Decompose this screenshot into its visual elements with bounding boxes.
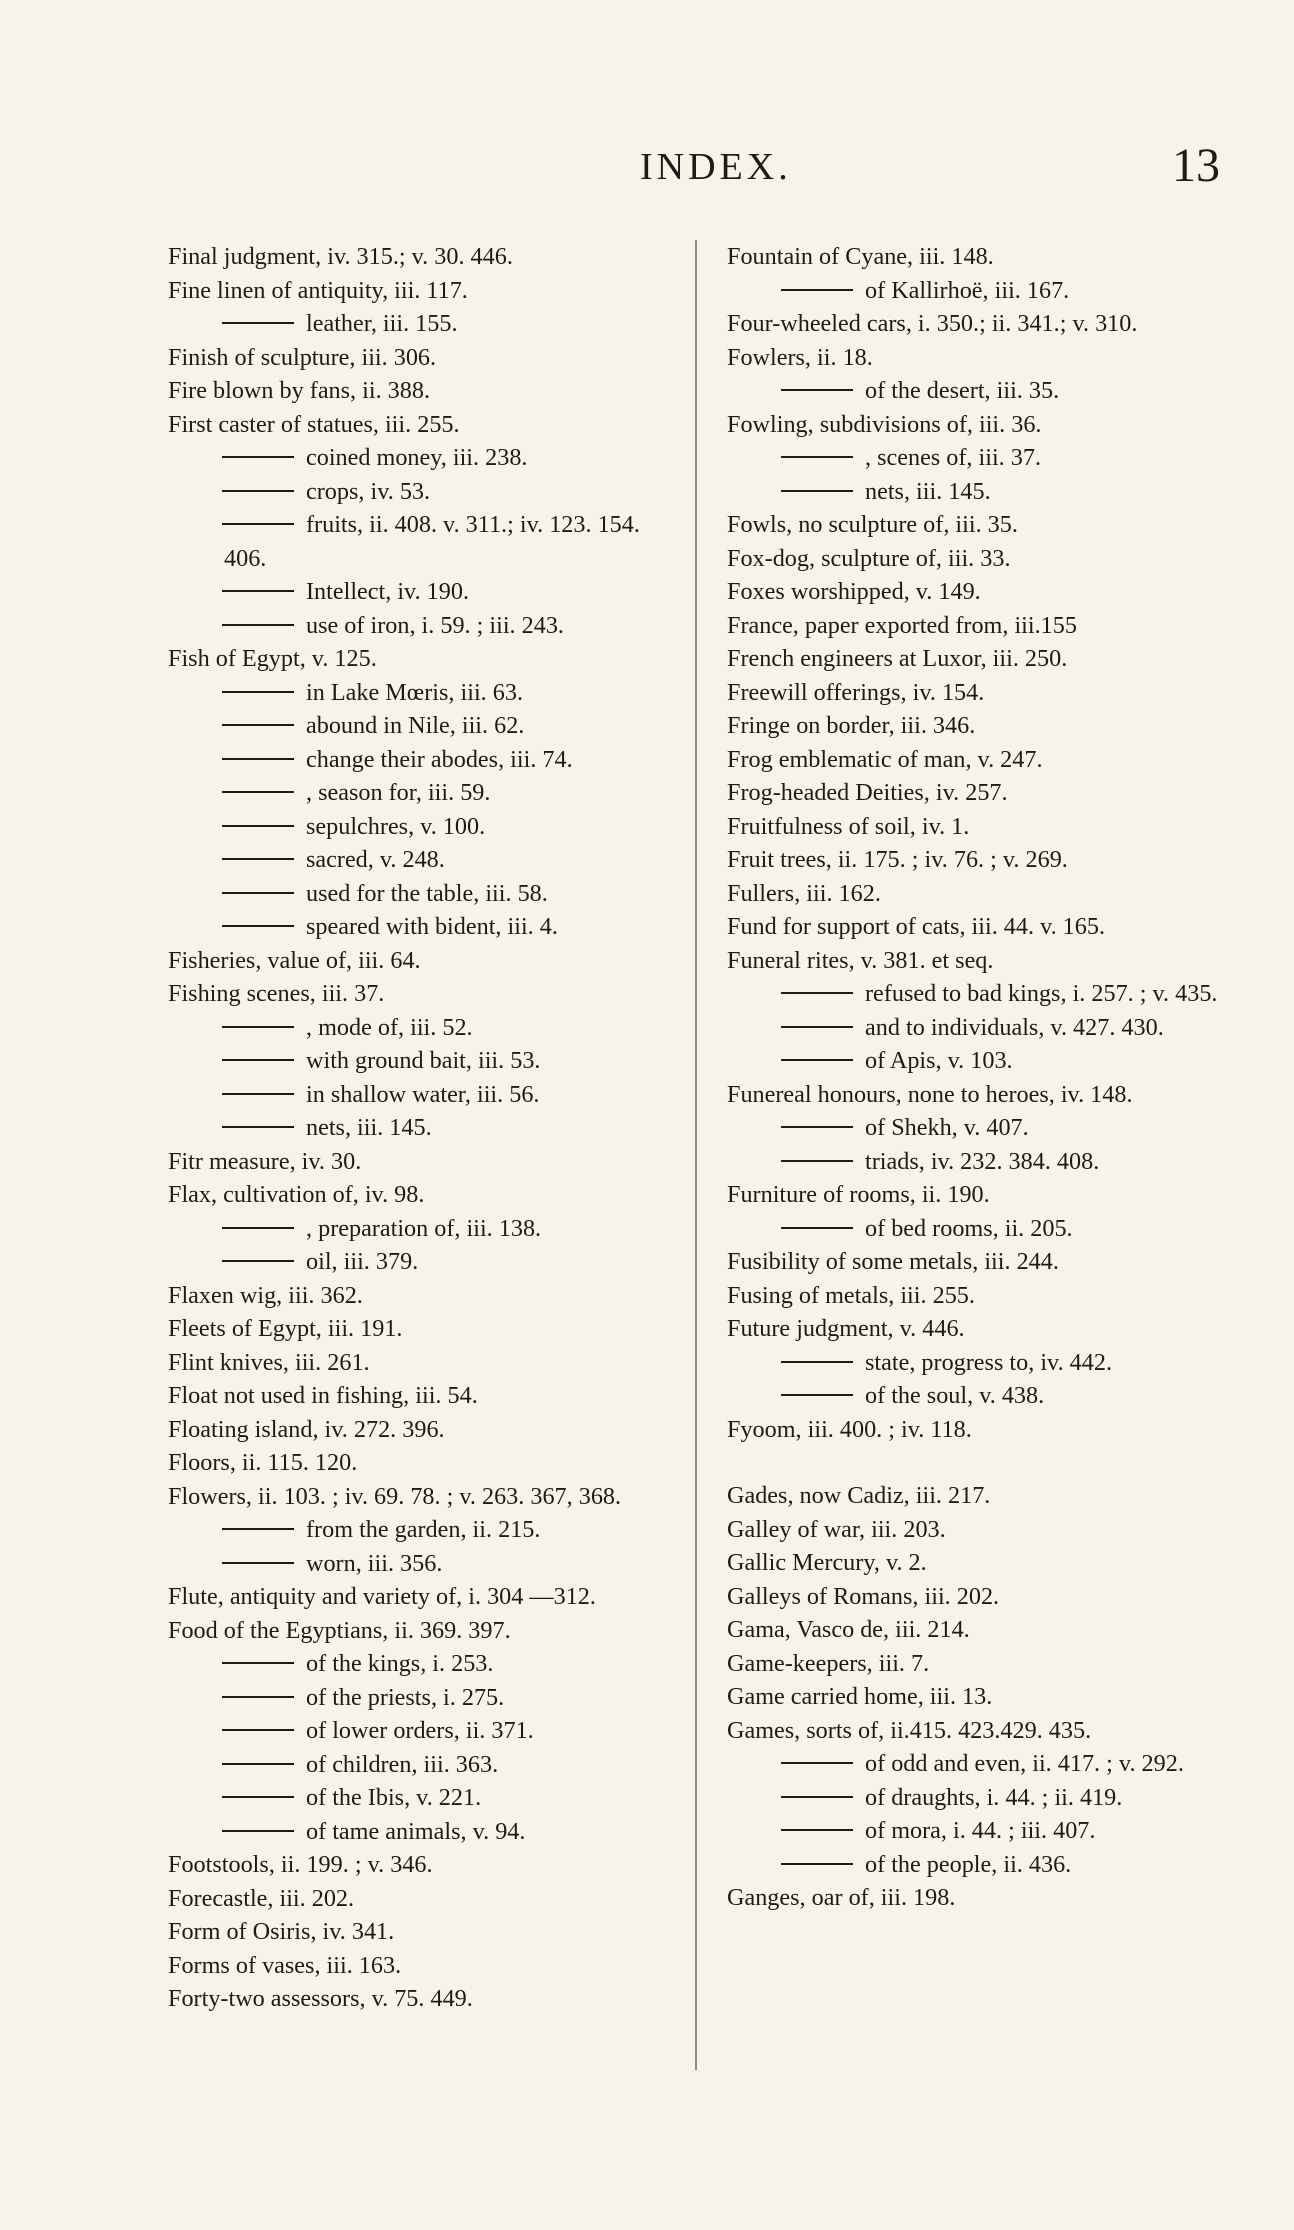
ditto-dash (222, 456, 294, 458)
index-subentry (168, 810, 678, 844)
entry-text: used for the table, iii. 58. (306, 879, 548, 907)
entry-text: , season for, iii. 59. (306, 779, 491, 806)
index-subentry (727, 1145, 1242, 1179)
entry-text: Forty-two assessors, v. 75. 449. (168, 1985, 473, 2012)
index-subentry (727, 1044, 1242, 1078)
entry-text: of draughts, i. 44. ; ii. 419. (865, 1783, 1123, 1811)
index-entry (727, 676, 1242, 710)
index-subentry (168, 1513, 678, 1547)
index-entry (727, 642, 1242, 676)
entry-text: Fruit trees, ii. 175. ; iv. 76. ; v. 269. (727, 846, 1068, 873)
index-subentry (168, 475, 678, 509)
index-subentry (168, 676, 678, 710)
ditto-dash (781, 1059, 853, 1061)
index-entry (168, 274, 678, 308)
ditto-dash (222, 322, 294, 324)
entry-text: of mora, i. 44. ; iii. 407. (865, 1817, 1096, 1844)
ditto-dash (781, 1796, 853, 1798)
entry-text: France, paper exported from, iii.155 (727, 611, 1077, 639)
entry-text: Forecastle, iii. 202. (168, 1884, 355, 1912)
ditto-dash (222, 523, 294, 525)
entry-text: refused to bad kings, i. 257. ; v. 435. (865, 980, 1218, 1007)
index-entry (168, 1915, 678, 1949)
ditto-dash (222, 1562, 294, 1564)
entry-text: of odd and even, ii. 417. ; v. 292. (865, 1750, 1184, 1777)
ditto-dash (781, 456, 853, 458)
ditto-dash (222, 858, 294, 860)
entry-text: state, progress to, iv. 442. (865, 1348, 1112, 1376)
entry-text: Games, sorts of, ii.415. 423.429. 435. (727, 1716, 1092, 1744)
entry-text: Flute, antiquity and variety of, i. 304 —312. (168, 1583, 596, 1610)
ditto-dash (222, 1830, 294, 1832)
index-subentry (727, 1212, 1242, 1246)
entry-text: Final judgment, iv. 315.; v. 30. 446. (168, 243, 513, 270)
entry-text: Fringe on border, iii. 346. (727, 712, 976, 739)
index-entry (727, 1178, 1242, 1212)
entry-text: Galleys of Romans, iii. 202. (727, 1582, 1000, 1610)
entry-text: Fyoom, iii. 400. ; iv. 118. (727, 1415, 972, 1443)
index-subentry (168, 307, 678, 341)
ditto-dash (222, 1227, 294, 1229)
page-number: 13 (1172, 139, 1220, 192)
entry-text: Fruitfulness of soil, iv. 1. (727, 812, 970, 840)
index-entry (727, 1513, 1242, 1547)
index-subentry (727, 274, 1242, 308)
index-entry (168, 341, 678, 375)
index-subentry (168, 1044, 678, 1078)
ditto-dash (222, 1696, 294, 1698)
entry-text: and to individuals, v. 427. 430. (865, 1013, 1164, 1041)
entry-text: in shallow water, iii. 56. (306, 1080, 540, 1108)
ditto-dash (781, 1227, 853, 1229)
index-entry (727, 609, 1242, 643)
entry-text: Floating island, iv. 272. 396. (168, 1415, 445, 1443)
index-subentry (168, 575, 678, 609)
ditto-dash (781, 1160, 853, 1162)
ditto-dash (222, 1763, 294, 1765)
index-entry (727, 575, 1242, 609)
index-subentry (168, 776, 678, 810)
entry-text: speared with bident, iii. 4. (306, 913, 558, 940)
index-subentry (168, 1647, 678, 1681)
index-subentry (168, 1011, 678, 1045)
index-entry (727, 843, 1242, 877)
index-subentry (727, 1346, 1242, 1380)
index-entry (727, 1613, 1242, 1647)
entry-text: with ground bait, iii. 53. (306, 1047, 541, 1074)
entry-text: Food of the Egyptians, ii. 369. 397. (168, 1616, 511, 1644)
index-entry (727, 1245, 1242, 1279)
ditto-dash (222, 1796, 294, 1798)
entry-text: fruits, ii. 408. v. 311.; iv. 123. 154. 406. (224, 511, 640, 572)
ditto-dash (781, 490, 853, 492)
entry-text: in Lake Mœris, iii. 63. (306, 678, 523, 706)
ditto-dash (781, 1863, 853, 1865)
index-subentry (727, 1848, 1242, 1882)
index-subentry (168, 508, 678, 575)
entry-text: Fishing scenes, iii. 37. (168, 980, 385, 1007)
index-subentry (168, 843, 678, 877)
index-entry (727, 910, 1242, 944)
entry-text: of lower orders, ii. 371. (306, 1717, 534, 1744)
index-entry (727, 307, 1242, 341)
ditto-dash (222, 892, 294, 894)
right-index-column (727, 240, 1242, 1915)
index-entry (727, 1580, 1242, 1614)
ditto-dash (781, 1762, 853, 1764)
index-subentry (727, 1111, 1242, 1145)
entry-text: Four-wheeled cars, i. 350.; ii. 341.; v. 310. (727, 310, 1138, 337)
index-entry (168, 1145, 678, 1179)
index-subentry (168, 1111, 678, 1145)
index-entry (168, 408, 678, 442)
index-entry (727, 1881, 1242, 1915)
entry-text: of the kings, i. 253. (306, 1650, 494, 1677)
entry-text: First caster of statues, iii. 255. (168, 410, 460, 438)
entry-text: Furniture of rooms, ii. 190. (727, 1181, 990, 1208)
index-subentry (727, 441, 1242, 475)
entry-text: , preparation of, iii. 138. (306, 1214, 542, 1242)
page-header (0, 139, 1294, 192)
index-subentry (168, 1781, 678, 1815)
ditto-dash (222, 724, 294, 726)
entry-text: Forms of vases, iii. 163. (168, 1951, 402, 1979)
entry-text: of Shekh, v. 407. (865, 1114, 1029, 1141)
index-entry (168, 1413, 678, 1447)
entry-text: Frog-headed Deities, iv. 257. (727, 779, 1008, 806)
entry-text: sacred, v. 248. (306, 846, 445, 873)
entry-text: leather, iii. 155. (306, 310, 458, 337)
entry-text: Fountain of Cyane, iii. 148. (727, 243, 994, 270)
index-entry (727, 341, 1242, 375)
entry-text: change their abodes, iii. 74. (306, 745, 573, 773)
entry-text: Fowling, subdivisions of, iii. 36. (727, 410, 1042, 438)
index-subentry (168, 609, 678, 643)
entry-text: Flaxen wig, iii. 362. (168, 1281, 363, 1309)
ditto-dash (222, 1528, 294, 1530)
entry-text: Galley of war, iii. 203. (727, 1515, 946, 1543)
entry-text: oil, iii. 379. (306, 1248, 419, 1275)
index-entry (168, 642, 678, 676)
index-subentry (168, 1212, 678, 1246)
ditto-dash (222, 925, 294, 927)
entry-text: , mode of, iii. 52. (306, 1013, 473, 1041)
index-entry (168, 240, 678, 274)
index-entry (168, 944, 678, 978)
entry-text: Fleets of Egypt, iii. 191. (168, 1315, 403, 1342)
index-entry (168, 1882, 678, 1916)
index-entry (727, 1413, 1242, 1447)
index-entry (727, 1479, 1242, 1513)
index-entry (168, 1982, 678, 2016)
page-title: INDEX. (640, 146, 792, 188)
entry-text: Gallic Mercury, v. 2. (727, 1549, 927, 1576)
entry-text: Flax, cultivation of, iv. 98. (168, 1181, 425, 1208)
index-subentry (168, 910, 678, 944)
index-entry (168, 1848, 678, 1882)
entry-text: triads, iv. 232. 384. 408. (865, 1147, 1100, 1175)
index-entry (727, 1279, 1242, 1313)
entry-text: Finish of sculpture, iii. 306. (168, 343, 437, 371)
entry-text: nets, iii. 145. (306, 1114, 432, 1141)
index-entry (727, 408, 1242, 442)
index-entry (727, 1546, 1242, 1580)
entry-text: from the garden, ii. 215. (306, 1516, 541, 1543)
entry-text: Funereal honours, none to heroes, iv. 148. (727, 1080, 1133, 1108)
entry-text: Fish of Egypt, v. 125. (168, 645, 377, 672)
index-entry (168, 1480, 678, 1514)
ditto-dash (781, 1026, 853, 1028)
ditto-dash (222, 1729, 294, 1731)
ditto-dash (222, 791, 294, 793)
entry-text: Freewill offerings, iv. 154. (727, 678, 985, 706)
index-subentry (168, 1681, 678, 1715)
index-subentry (727, 1379, 1242, 1413)
entry-text: Fowlers, ii. 18. (727, 343, 873, 371)
index-subentry (168, 1547, 678, 1581)
entry-text: coined money, iii. 238. (306, 444, 528, 471)
entry-text: crops, iv. 53. (306, 477, 431, 505)
index-entry (727, 776, 1242, 810)
index-entry (168, 977, 678, 1011)
entry-text: of the priests, i. 275. (306, 1683, 505, 1711)
entry-text: of the desert, iii. 35. (865, 377, 1060, 404)
index-entry (168, 1580, 678, 1614)
section-gap (727, 1446, 1242, 1479)
ditto-dash (781, 1126, 853, 1128)
index-subentry (727, 475, 1242, 509)
index-subentry (168, 1245, 678, 1279)
entry-text: of the people, ii. 436. (865, 1850, 1072, 1878)
ditto-dash (222, 825, 294, 827)
ditto-dash (781, 1829, 853, 1831)
entry-text: Float not used in fishing, iii. 54. (168, 1382, 478, 1409)
entry-text: Fullers, iii. 162. (727, 879, 881, 907)
ditto-dash (222, 490, 294, 492)
entry-text: Fund for support of cats, iii. 44. v. 165. (727, 913, 1106, 940)
index-entry (168, 1312, 678, 1346)
index-subentry (168, 709, 678, 743)
entry-text: Fisheries, value of, iii. 64. (168, 946, 421, 974)
entry-text: of the Ibis, v. 221. (306, 1784, 482, 1811)
ditto-dash (781, 289, 853, 291)
entry-text: Form of Osiris, iv. 341. (168, 1918, 395, 1945)
entry-text: Future judgment, v. 446. (727, 1315, 965, 1342)
ditto-dash (781, 389, 853, 391)
entry-text: French engineers at Luxor, iii. 250. (727, 645, 1068, 672)
index-subentry (168, 1748, 678, 1782)
index-entry (727, 709, 1242, 743)
ditto-dash (781, 1361, 853, 1363)
entry-text: of bed rooms, ii. 205. (865, 1214, 1073, 1242)
ditto-dash (222, 624, 294, 626)
index-entry (727, 1680, 1242, 1714)
index-entry (168, 1949, 678, 1983)
entry-text: Fox-dog, sculpture of, iii. 33. (727, 544, 1011, 572)
entry-text: Flowers, ii. 103. ; iv. 69. 78. ; v. 263. 367, 368. (168, 1482, 622, 1510)
index-entry (727, 944, 1242, 978)
entry-text: Ganges, oar of, iii. 198. (727, 1884, 956, 1911)
index-entry (727, 743, 1242, 777)
entry-text: of tame animals, v. 94. (306, 1817, 526, 1845)
entry-text: Floors, ii. 115. 120. (168, 1449, 358, 1476)
ditto-dash (222, 1126, 294, 1128)
ditto-dash (781, 992, 853, 994)
entry-text: Game carried home, iii. 13. (727, 1683, 993, 1710)
index-entry (168, 1614, 678, 1648)
index-subentry (727, 1781, 1242, 1815)
entry-text: Flint knives, iii. 261. (168, 1348, 370, 1376)
entry-text: Fowls, no sculpture of, iii. 35. (727, 511, 1018, 538)
entry-text: of Kallirhoë, iii. 167. (865, 276, 1070, 304)
index-entry (168, 1346, 678, 1380)
entry-text: sepulchres, v. 100. (306, 812, 486, 840)
index-subentry (168, 441, 678, 475)
entry-text: of Apis, v. 103. (865, 1047, 1013, 1074)
entry-text: Foxes worshipped, v. 149. (727, 578, 981, 605)
index-subentry (727, 1011, 1242, 1045)
entry-text: Fusibility of some metals, iii. 244. (727, 1248, 1059, 1275)
entry-text: nets, iii. 145. (865, 477, 991, 505)
entry-text: Fitr measure, iv. 30. (168, 1147, 362, 1175)
index-entry (727, 542, 1242, 576)
entry-text: abound in Nile, iii. 62. (306, 712, 525, 739)
entry-text: worn, iii. 356. (306, 1549, 443, 1577)
ditto-dash (781, 1394, 853, 1396)
entry-text: Funeral rites, v. 381. et seq. (727, 946, 994, 974)
index-entry (727, 508, 1242, 542)
index-subentry (168, 1815, 678, 1849)
entry-text: Game-keepers, iii. 7. (727, 1649, 930, 1677)
index-subentry (727, 1747, 1242, 1781)
ditto-dash (222, 1093, 294, 1095)
entry-text: , scenes of, iii. 37. (865, 444, 1041, 471)
index-subentry (168, 877, 678, 911)
index-entry (168, 1379, 678, 1413)
ditto-dash (222, 1662, 294, 1664)
index-subentry (727, 977, 1242, 1011)
index-subentry (168, 1714, 678, 1748)
ditto-dash (222, 1059, 294, 1061)
ditto-dash (222, 1026, 294, 1028)
entry-text: Gades, now Cadiz, iii. 217. (727, 1482, 991, 1509)
index-subentry (168, 743, 678, 777)
index-entry (727, 240, 1242, 274)
index-entry (727, 1714, 1242, 1748)
entry-text: Footstools, ii. 199. ; v. 346. (168, 1851, 433, 1878)
entry-text: Gama, Vasco de, iii. 214. (727, 1616, 970, 1643)
entry-text: Frog emblematic of man, v. 247. (727, 745, 1043, 773)
index-entry (727, 1647, 1242, 1681)
index-subentry (727, 374, 1242, 408)
index-entry (727, 810, 1242, 844)
ditto-dash (222, 758, 294, 760)
entry-text: use of iron, i. 59. ; iii. 243. (306, 611, 564, 639)
entry-text: Intellect, iv. 190. (306, 578, 469, 605)
left-index-column (168, 240, 678, 2016)
index-entry (727, 877, 1242, 911)
index-entry (168, 1178, 678, 1212)
index-entry (168, 1279, 678, 1313)
index-entry (168, 1446, 678, 1480)
index-subentry (168, 1078, 678, 1112)
column-divider (695, 240, 697, 2070)
entry-text: Fine linen of antiquity, iii. 117. (168, 276, 468, 304)
index-subentry (727, 1814, 1242, 1848)
ditto-dash (222, 691, 294, 693)
entry-text: Fire blown by fans, ii. 388. (168, 377, 431, 404)
ditto-dash (222, 1260, 294, 1262)
entry-text: of children, iii. 363. (306, 1750, 499, 1778)
index-entry (168, 374, 678, 408)
entry-text: Fusing of metals, iii. 255. (727, 1281, 975, 1309)
index-entry (727, 1312, 1242, 1346)
entry-text: of the soul, v. 438. (865, 1382, 1045, 1409)
index-entry (727, 1078, 1242, 1112)
ditto-dash (222, 590, 294, 592)
